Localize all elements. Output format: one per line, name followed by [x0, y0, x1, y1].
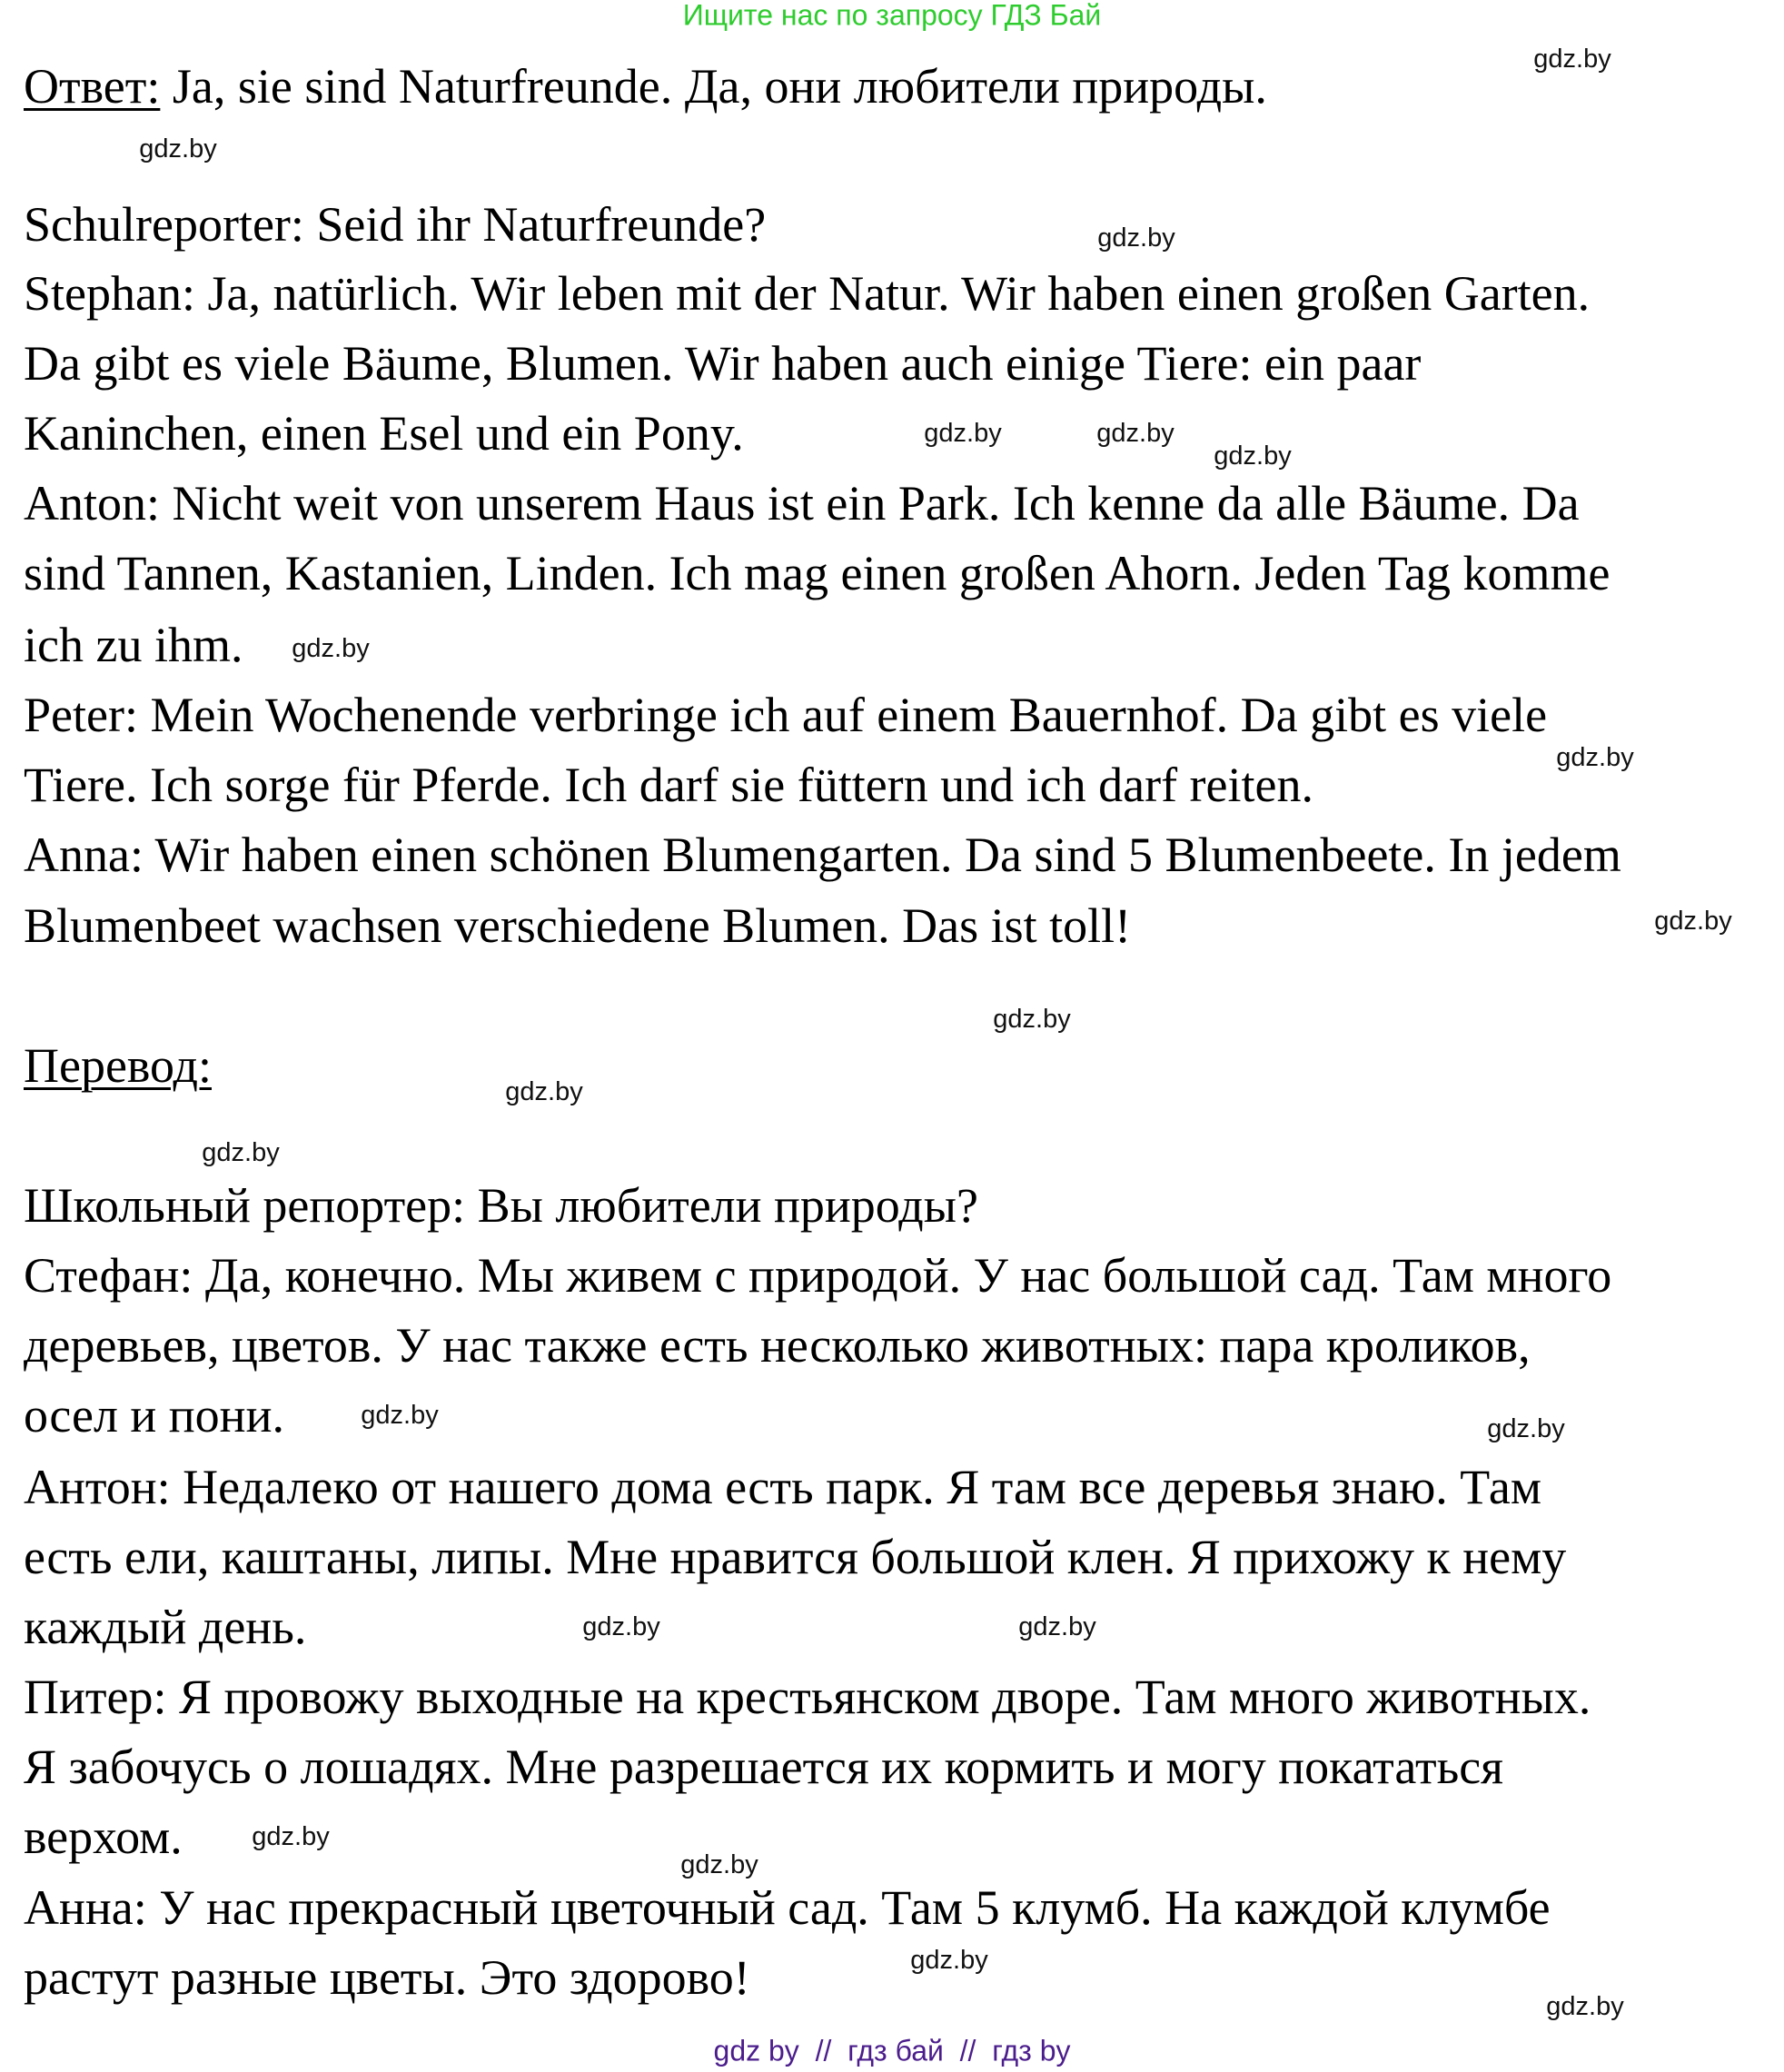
watermark: gdz.by — [924, 419, 1002, 448]
german-text-line: Tiere. Ich sorge für Pferde. Ich darf sie füttern und ich darf reiten. — [24, 758, 1313, 812]
russian-text-line: верхом. — [24, 1809, 183, 1864]
watermark: gdz.by — [1096, 419, 1174, 448]
russian-text-line: растут разные цветы. Это здорово! — [24, 1950, 750, 2005]
russian-text-line: Питер: Я провожу выходные на крестьянском дворе. Там много животных. — [24, 1670, 1591, 1724]
german-text-line: Da gibt es viele Bäume, Blumen. Wir haben auch einige Tiere: ein paar — [24, 336, 1422, 391]
watermark: gdz.by — [1546, 1992, 1624, 2021]
russian-text-line: Школьный репортер: Вы любители природы? — [24, 1178, 978, 1233]
russian-text-line: деревьев, цветов. У нас также есть несколько животных: пара кроликов, — [24, 1318, 1531, 1373]
promo-banner: Ищите нас по запросу ГДЗ Бай — [682, 0, 1102, 32]
russian-text-line: осел и пони. — [24, 1388, 284, 1442]
russian-text-line: Стефан: Да, конечно. Мы живем с природой. У нас большой сад. Там много — [24, 1248, 1612, 1303]
german-text-line: Schulreporter: Seid ihr Naturfreunde? — [24, 197, 767, 252]
watermark: gdz.by — [993, 1005, 1071, 1034]
watermark: gdz.by — [139, 134, 217, 164]
russian-text-line: Я забочусь о лошадях. Мне разрешается их кормить и могу покататься — [24, 1740, 1504, 1794]
translation-heading: Перевод: — [24, 1038, 212, 1093]
german-text-line: ich zu ihm. — [24, 618, 243, 672]
russian-text-line: Антон: Недалеко от нашего дома есть парк. Я там все деревья знаю. Там — [24, 1460, 1542, 1514]
watermark: gdz.by — [1533, 45, 1611, 74]
watermark: gdz.by — [202, 1138, 280, 1167]
watermark: gdz.by — [582, 1612, 660, 1641]
watermark: gdz.by — [1097, 223, 1175, 253]
german-text-line: Blumenbeet wachsen verschiedene Blumen. Das ist toll! — [24, 898, 1132, 953]
answer-line — [24, 59, 1267, 114]
answer-label: Ответ: — [24, 59, 161, 114]
german-text-line: Peter: Mein Wochenende verbringe ich auf einem Bauernhof. Da gibt es viele — [24, 688, 1548, 742]
watermark: gdz.by — [292, 634, 370, 663]
german-text-line: sind Tannen, Kastanien, Linden. Ich mag einen großen Ahorn. Jeden Tag komme — [24, 546, 1611, 600]
german-text-line: Stephan: Ja, natürlich. Wir leben mit der Natur. Wir haben einen großen Garten. — [24, 266, 1591, 321]
russian-text-line: Анна: У нас прекрасный цветочный сад. Там 5 клумб. На каждой клумбе — [24, 1880, 1551, 1935]
watermark: gdz.by — [505, 1077, 583, 1106]
watermark: gdz.by — [910, 1946, 988, 1975]
watermark: gdz.by — [1018, 1612, 1096, 1641]
answer-text: Ja, sie sind Naturfreunde. Да, они любители природы. — [160, 59, 1267, 114]
watermark: gdz.by — [1654, 907, 1732, 936]
watermark: gdz.by — [1214, 441, 1292, 471]
watermark: gdz.by — [361, 1401, 439, 1430]
german-text-line: Anna: Wir haben einen schönen Blumengarten. Da sind 5 Blumenbeete. In jedem — [24, 828, 1621, 882]
watermark: gdz.by — [680, 1850, 758, 1879]
russian-text-line: каждый день. — [24, 1600, 307, 1654]
russian-text-line: есть ели, каштаны, липы. Мне нравится большой клен. Я прихожу к нему — [24, 1530, 1567, 1584]
watermark: gdz.by — [1487, 1414, 1565, 1443]
watermark: gdz.by — [1556, 743, 1634, 772]
german-text-line: Anton: Nicht weit von unserem Haus ist ein Park. Ich kenne da alle Bäume. Da — [24, 476, 1580, 530]
watermark: gdz.by — [252, 1822, 330, 1851]
footer-links[interactable]: gdz by // гдз бай // гдз by — [713, 2034, 1071, 2067]
german-text-line: Kaninchen, einen Esel und ein Pony. — [24, 406, 744, 461]
